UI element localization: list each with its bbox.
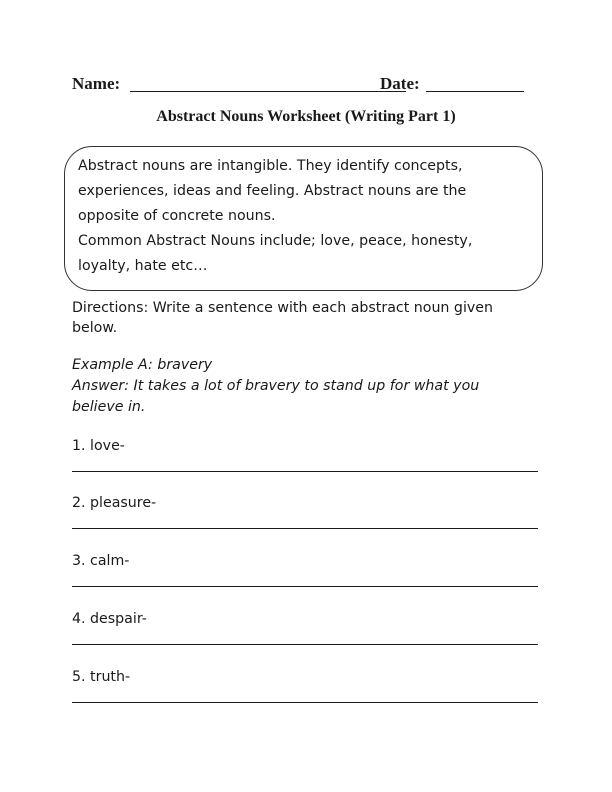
name-label: Name: (72, 74, 121, 93)
answer-line[interactable] (72, 702, 538, 703)
date-blank-line[interactable] (426, 91, 524, 92)
directions-line: Directions: Write a sentence with each abstract noun given (72, 300, 493, 316)
directions-line: below. (72, 320, 118, 336)
directions (72, 298, 542, 338)
answer-line[interactable] (72, 586, 538, 587)
question-label: 3. calm- (72, 553, 130, 569)
info-text (78, 154, 518, 279)
info-line: opposite of concrete nouns. (78, 208, 276, 224)
question-label: 4. despair- (72, 611, 147, 627)
example-block (72, 355, 542, 418)
question-label: 1. love- (72, 438, 125, 454)
info-line: Common Abstract Nouns include; love, peace, honesty, (78, 233, 473, 249)
answer-line[interactable] (72, 528, 538, 529)
header-row (72, 74, 532, 96)
question-label: 5. truth- (72, 669, 131, 685)
example-line: Example A: bravery (72, 357, 213, 373)
info-line: Abstract nouns are intangible. They identify concepts, (78, 158, 463, 174)
example-answer-line: believe in. (72, 399, 146, 415)
question-label: 2. pleasure- (72, 495, 157, 511)
name-blank-line[interactable] (130, 91, 406, 92)
answer-line[interactable] (72, 471, 538, 472)
worksheet-title: Abstract Nouns Worksheet (Writing Part 1) (156, 108, 456, 125)
answer-line[interactable] (72, 644, 538, 645)
info-line: loyalty, hate etc… (78, 258, 208, 274)
example-answer-line: Answer: It takes a lot of bravery to stand up for what you (72, 378, 480, 394)
date-label: Date: (380, 74, 420, 93)
info-line: experiences, ideas and feeling. Abstract nouns are the (78, 183, 467, 199)
